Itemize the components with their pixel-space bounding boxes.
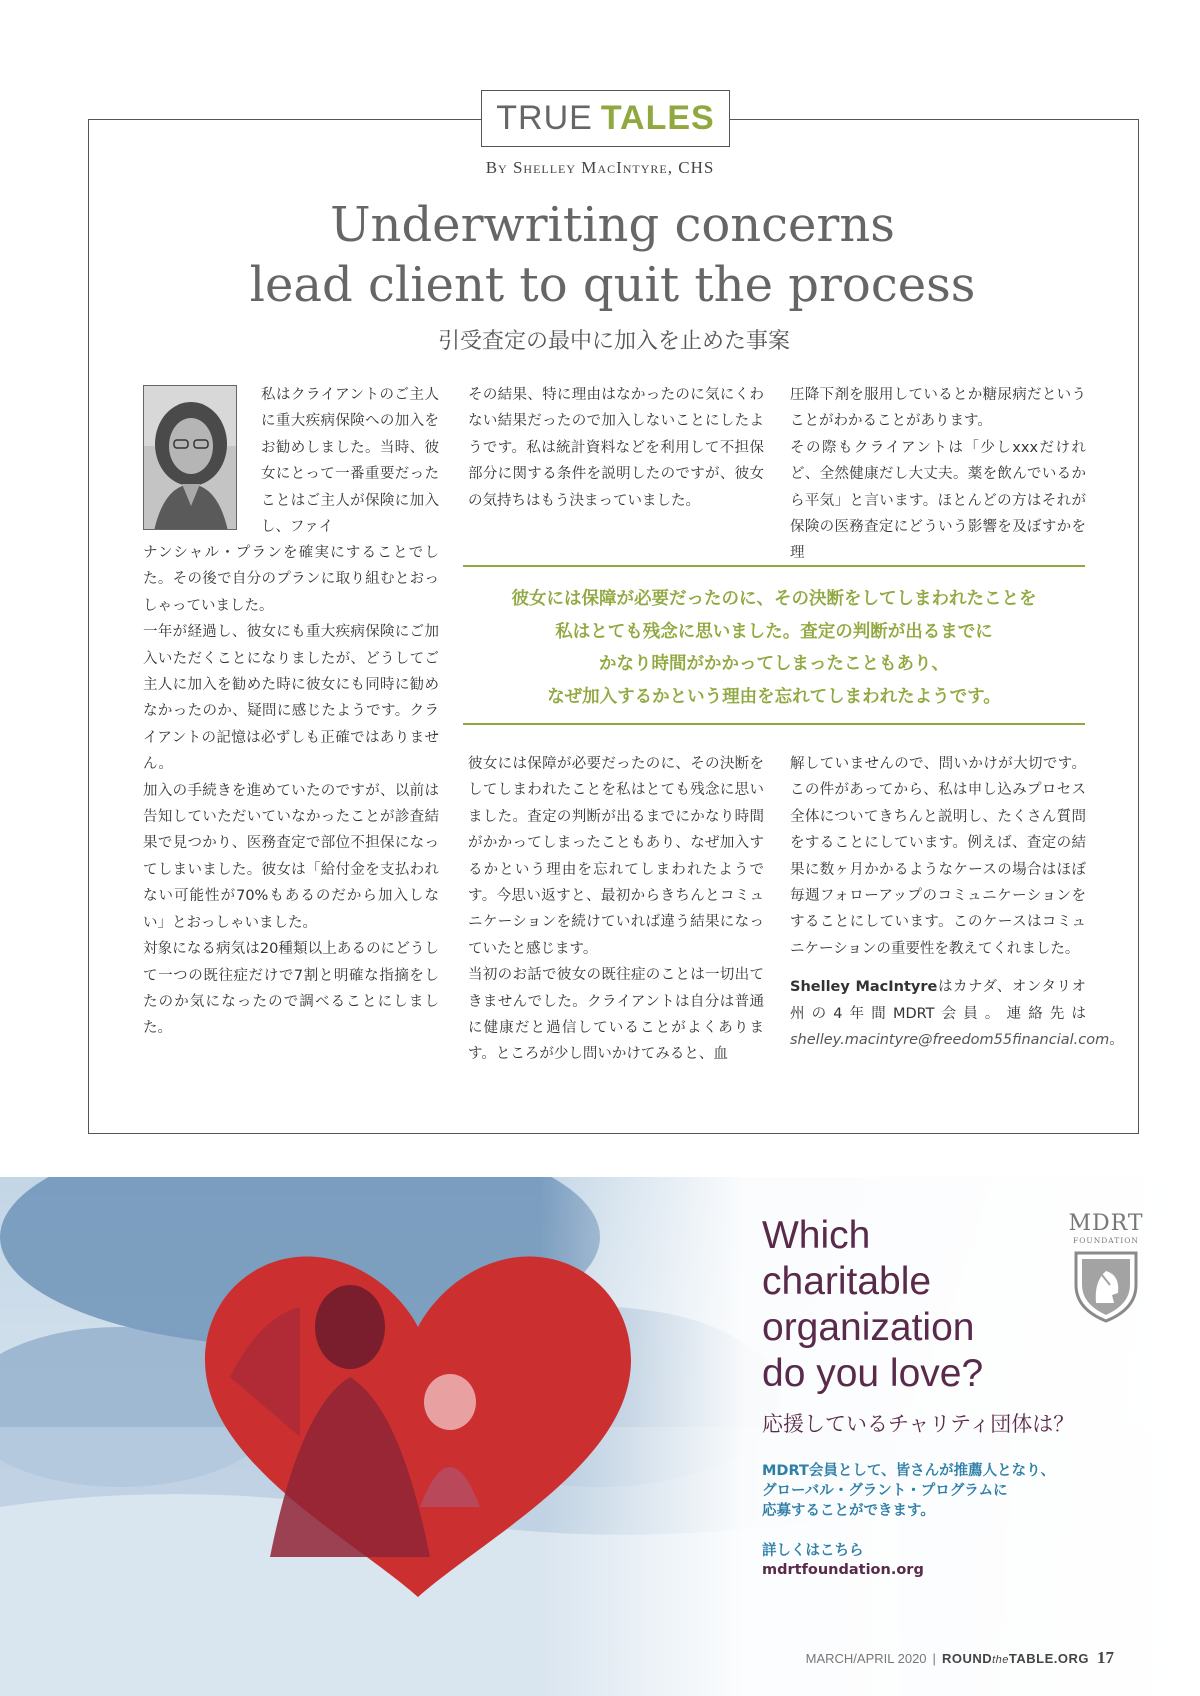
paragraph: ナンシャル・プランを確実にすることでした。その後で自分のプランに取り組むとおっしゃっていました。: [143, 545, 439, 614]
pub-table: TABLE.ORG: [1008, 1651, 1089, 1666]
paragraph: 一年が経過し、彼女にも重大疾病保険にご加入いただくことになりましたが、どうしてご主人に加入を勧めた時に彼女にも同時に勧めなかったのか、疑問に感じたようです。クライアントの記憶は必ずしも正確ではありません。: [143, 624, 439, 773]
headline: [100, 195, 1125, 315]
ad-headline-jp: 応援しているチャリティ団体は？: [762, 1412, 1075, 1436]
ad-body-line: 応募することができます。: [762, 1503, 935, 1519]
pull-quote-line: なぜ加入するかという理由を忘れてしまわれたようです。: [547, 686, 1001, 707]
body-col2-bottom: [468, 751, 764, 1068]
paragraph: 圧降下剤を服用しているとか糖尿病だということがわかることがあります。: [790, 387, 1086, 430]
pub-the: the: [992, 1654, 1009, 1666]
body-col1-top: [261, 382, 439, 540]
ad-headline-line: organization: [762, 1306, 975, 1349]
pull-quote: [463, 583, 1085, 713]
ad-body: [762, 1461, 1092, 1521]
mdrt-logo-name: MDRT: [1068, 1211, 1144, 1236]
pull-quote-rule-bottom: [463, 723, 1085, 725]
paragraph: 彼女には保障が必要だったのに、その決断をしてしまわれたことを私はとても残念に思いました。査定の判断が出るまでにかなり時間がかかってしまったこともあり、なぜ加入するかという理由を忘れてしまわれたようです。今思い返すと、最初からきちんとコミュニケーションを続けていれば違う結果になっていたと感じます。: [468, 756, 764, 957]
paragraph: その際もクライアントは「少しxxxだけれど、全然健康だし大丈夫。薬を飲んでいるから平気」と言います。ほとんどの方はそれが保険の医務査定にどういう影響を及ぼすかを理: [790, 439, 1086, 562]
body-col3-top: [790, 382, 1086, 567]
mdrt-logo-sub: FOUNDATION: [1073, 1236, 1139, 1245]
author-bio: [790, 974, 1124, 1053]
ad-headline-line: charitable: [762, 1260, 932, 1303]
issue-date: MARCH/APRIL 2020: [805, 1651, 927, 1666]
headline-line-2: lead client to quit the process: [249, 257, 976, 313]
ad-learn-more: 詳しくはこちら: [762, 1543, 864, 1559]
bio-text: はカナダ、オンタリオ州の4年間MDRT会員。連絡先は: [790, 979, 1086, 1022]
true-tales-logo: [481, 90, 730, 147]
paragraph: 解していませんので、問いかけが大切です。この件があってから、私は申し込みプロセス全体についてきちんと説明し、たくさん質問をすることにしています。例えば、査定の結果に数ヶ月かかるようなケースの場合はほぼ毎週フォローアップのコミュニケーションをすることにしています。このケースはコミュニケーションの重要性を教えてくれました。: [790, 756, 1086, 957]
knight-shield-icon: [1066, 1245, 1146, 1325]
page-number: 17: [1097, 1648, 1114, 1667]
pull-quote-line: 彼女には保障が必要だったのに、その決断をしてしまわれたことを: [511, 589, 1037, 609]
ad-body-line: グローバル・グラント・プログラムに: [762, 1483, 1008, 1499]
subtitle-jp: 引受査定の最中に加入を止めた事案: [437, 329, 790, 354]
bio-email-link[interactable]: shelley.macintyre@freedom55financial.com: [790, 1032, 1110, 1049]
bio-end: 。: [1109, 1032, 1124, 1049]
pub-round: ROUND: [941, 1651, 993, 1666]
ad-url-link[interactable]: mdrtfoundation.org: [762, 1562, 924, 1578]
bio-name: Shelley MacIntyre: [790, 979, 938, 996]
paragraph: 当初のお話で彼女の既往症のことは一切出てきませんでした。クライアントは自分は普通に健康だと過信していることがよくあります。ところが少し問いかけてみると、血: [468, 967, 764, 1063]
ad-headline-line: Which: [762, 1214, 871, 1257]
author-photo: [143, 385, 237, 530]
paragraph: 私はクライアントのご主人に重大疾病保険への加入をお勧めしました。当時、彼女にとって一番重要だったことはご主人が保険に加入し、ファイ: [261, 387, 439, 536]
footer-separator: |: [932, 1651, 936, 1666]
pull-quote-rule-top: [463, 565, 1085, 567]
page-footer: [806, 1648, 1114, 1668]
paragraph: 対象になる病気は20種類以上あるのにどうして一つの既往症だけで7割と明確な指摘をしたのか気になったので調べることにしました。: [143, 941, 439, 1037]
ad-headline-line: do you love?: [762, 1352, 984, 1395]
paragraph: 加入の手続きを進めていたのですが、以前は告知していただいていなかったことが診査結果で見つかり、医務査定で部位不担保になってしまいました。彼女は「給付金を支払われない可能性が70%もあるのだから加入しない」とおっしゃいました。: [143, 782, 439, 931]
logo-true: TRUE: [496, 99, 593, 137]
body-col1-bottom: [143, 540, 439, 1042]
byline: By Shelley MacIntyre, CHS: [485, 158, 715, 177]
logo-tales: TALES: [600, 99, 715, 137]
paragraph: その結果、特に理由はなかったのに気にくわない結果だったので加入しないことにしたようです。私は統計資料などを利用して不担保部分に関する条件を説明したのですが、彼女の気持ちはもう決まっていました。: [468, 387, 764, 509]
headline-line-1: Underwriting concerns: [330, 197, 895, 253]
ad-headline: [762, 1213, 1082, 1397]
body-col3-bottom: [790, 751, 1124, 1053]
body-col2-top: [468, 382, 764, 514]
publication-name: [942, 1651, 1089, 1666]
pull-quote-line: かなり時間がかかってしまったこともあり、: [599, 654, 949, 674]
pull-quote-line: 私はとても残念に思いました。査定の判断が出るまでに: [555, 621, 993, 642]
mdrt-foundation-logo: [1066, 1212, 1146, 1329]
ad-body-line: MDRT会員として、皆さんが推薦人となり、: [762, 1463, 1056, 1479]
